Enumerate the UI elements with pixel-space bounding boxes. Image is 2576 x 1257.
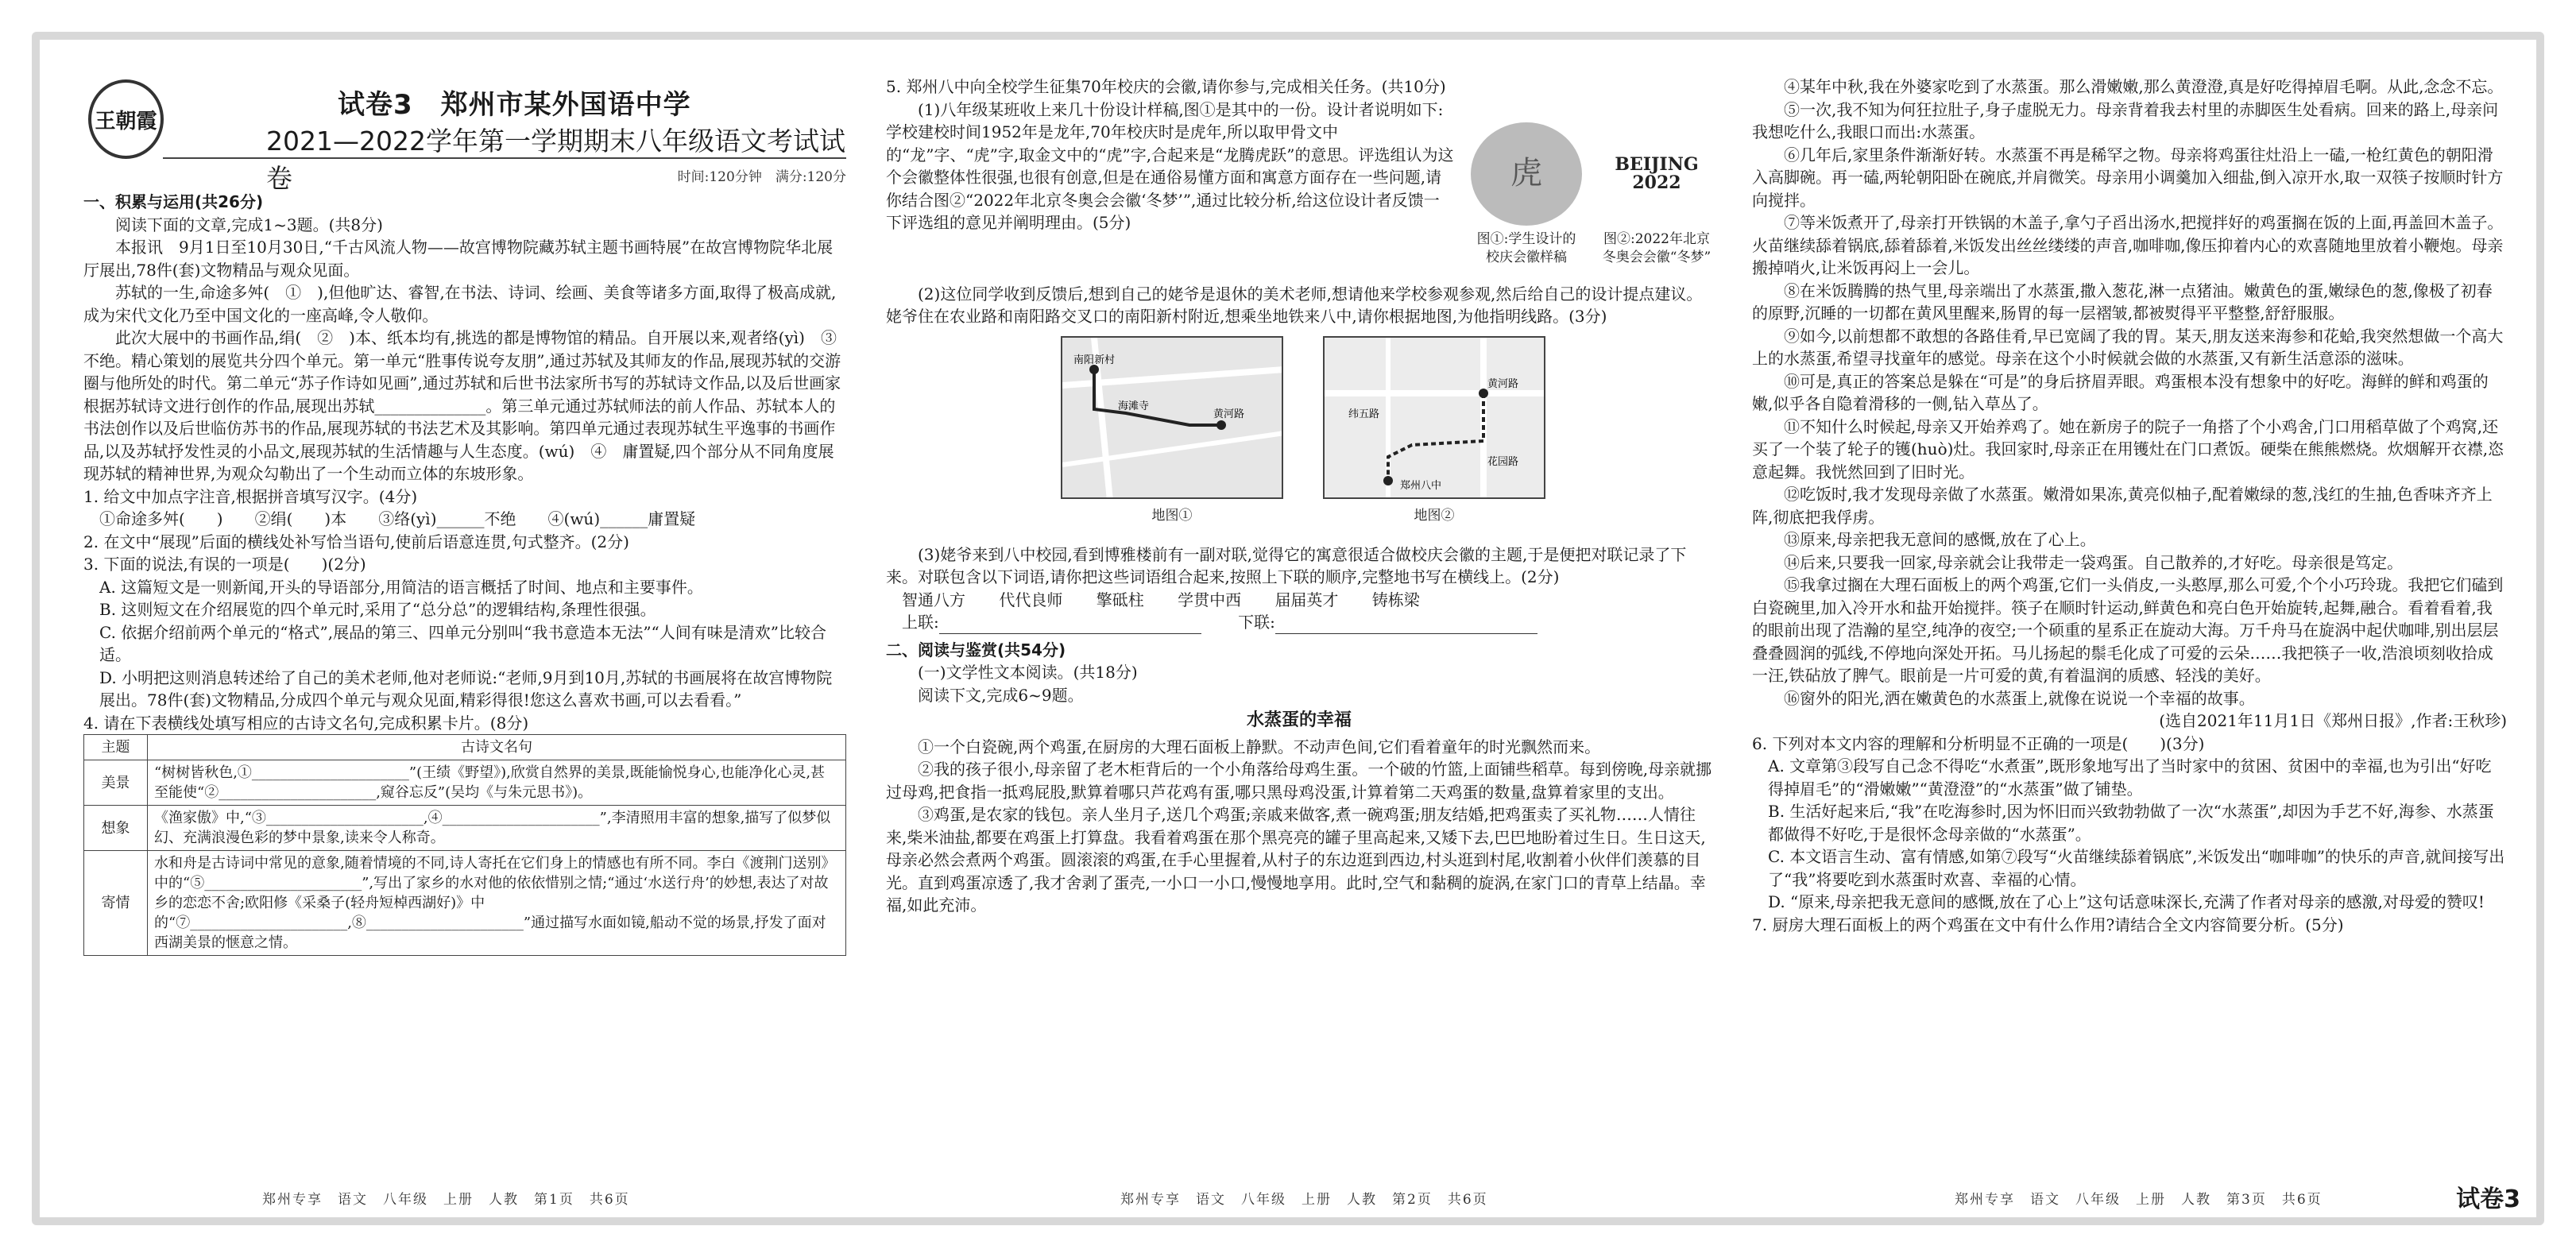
word-item: 学贯中西 [1178, 590, 1242, 609]
article-paragraph: ①一个白瓷碗,两个鸡蛋,在厨房的大理石面板上静默。不动声色间,它们看着童年的时光飘然而来。 [918, 737, 1601, 756]
question-4: 4. 请在下表横线处填写相应的古诗文名句,完成积累卡片。(8分) [83, 713, 529, 733]
page-footer: 郑州专享 语文 八年级 上册 人教 第1页 共6页 [262, 1192, 630, 1208]
exam-subtitle: 2021—2022学年第一学期期末八年级语文考试试卷 [266, 126, 845, 194]
passage-intro: 阅读下面的文章,完成1~3题。(共8分) [115, 215, 383, 234]
map-1-caption: 地图① [1151, 508, 1193, 524]
page-3 [1752, 75, 2507, 1184]
exam-title: 试卷3 郑州市某外国语中学 [338, 89, 691, 121]
subsection-intro: 阅读下文,完成6~9题。 [918, 685, 1084, 705]
article-source: (选自2021年11月1日《郑州日报》,作者:王秋珍) [2159, 711, 2507, 730]
word-item: 智通八方 [902, 590, 965, 609]
article-paragraph: ③鸡蛋,是农家的钱包。亲人坐月子,送几个鸡蛋;亲戚来做客,煮一碗鸡蛋;朋友结婚,把鸡蛋卖了买礼物……人情往来,柴米油盐,都要在鸡蛋上打算盘。我看着鸡蛋在那个黑亮亮的罐子里高起来,又矮下去,巴巴地盼着过生日。生日这天,母亲必然会煮两个鸡蛋。圆滚滚的鸡蛋,在手心里握着,从村子的东边逛到西边,村头逛到村尾,收割着小伙伴们羡慕的目光。直到鸡蛋凉透了,我才舍剥了蛋壳,一小口一小口,慢慢地享用。此时,空气和黏稠的旋涡,在家门口的青草上结晶。幸福,如此充沛。 [886, 805, 1706, 915]
passage-paragraph: 本报讯 9月1日至10月30日,“千古风流人物——故宫博物院藏苏轼主题书画特展”在故宫博物院华北展厅展出,78件(套)文物精品与观众见面。 [83, 238, 834, 280]
map-1-roads [1062, 338, 1283, 499]
svg-text:花园路: 花园路 [1487, 455, 1519, 468]
map-1-image [1061, 336, 1283, 499]
article-paragraph: ⑫吃饭时,我才发现母亲做了水蒸蛋。嫩滑如果冻,黄亮似柚子,配着嫩绿的葱,浅红的生抽,色香味齐齐上阵,彻底把我俘虏。 [1752, 485, 2493, 527]
table-cell-theme: 寄情 [84, 851, 148, 956]
article-paragraph: ⑨如今,以前想都不敢想的各路佳肴,早已宽阔了我的胃。某天,朋友送来海参和花蛤,我突然想做一个高大上的水蒸蛋,希望寻找童年的感觉。母亲在这个小时候就会做的水蒸蛋,又有新生活意添的滋味。 [1752, 326, 2504, 368]
option-c: C. 依据介绍前两个单元的“格式”,展品的第三、四单元分别叫“我书意造本无法”“人间有味是清欢”比较合适。 [99, 622, 827, 664]
option-d: D. “原来,母亲把我无意间的感慨,放在了心上”这句话意味深长,充满了作者对母亲的感激,对母爱的赞叹! [1768, 892, 2485, 911]
table-cell-lines: “树树皆秋色,①______________________”(王绩《野望》),欣赏自然界的美景,既能愉悦身心,也能净化心灵,甚至能使“②______________________,窥谷忘反”(吴均《与朱元思书》)。 [148, 760, 846, 806]
publisher-logo: 王朝霞 [88, 79, 164, 159]
svg-text:南阳新村: 南阳新村 [1073, 354, 1116, 366]
svg-text:黄河路: 黄河路 [1487, 377, 1519, 390]
question-3: 3. 下面的说法,有误的一项是( )(2分) [83, 555, 366, 574]
question-5: 5. 郑州八中向全校学生征集70年校庆的会徽,请你参与,完成相关任务。(共10分) [886, 77, 1446, 96]
question-5-2: (2)这位同学收到反馈后,想到自己的姥爷是退休的美术老师,想请他来学校参观参观,然后给自己的设计提点建议。姥爷住在农业路和南阳路交叉口的南阳新村附近,想乘坐地铁来八中,请你根据地图,为他指明线路。(3分) [886, 284, 1703, 326]
poetry-card-table [83, 734, 846, 956]
article-paragraph: ⑦等米饭煮开了,母亲打开铁锅的木盖子,拿勺子舀出汤水,把搅拌好的鸡蛋搁在饭的上面,再盖回木盖子。火苗继续舔着锅底,舔着舔着,米饭发出丝丝缕缕的声音,咖啡咖,像压抑着内心的欢喜随地里放着小鞭炮。母亲搬掉哨火,让米饭再闷上一会儿。 [1752, 213, 2504, 277]
article-paragraph: ④某年中秋,我在外婆家吃到了水蒸蛋。那么滑嫩嫩,那么黄澄澄,真是好吃得掉眉毛啊。从此,念念不忘。 [1784, 77, 2504, 96]
question-7: 7. 厨房大理石面板上的两个鸡蛋在文中有什么作用?请结合全文内容简要分析。(5分) [1752, 915, 2344, 934]
page-footer: 郑州专享 语文 八年级 上册 人教 第2页 共6页 [1120, 1192, 1488, 1208]
header-divider [163, 157, 846, 159]
table-header-lines: 古诗文名句 [148, 735, 846, 760]
section-title: 一、积累与运用(共26分) [83, 192, 264, 211]
map-1 [1061, 336, 1283, 528]
article-paragraph: ⑩可是,真正的答案总是躲在“可是”的身后挤眉弄眼。鸡蛋根本没有想象中的好吃。海鲜的鲜和鸡蛋的嫩,似乎各自隐着滑移的一侧,钻入草丛了。 [1752, 371, 2489, 413]
svg-text:郑州八中: 郑州八中 [1400, 479, 1442, 492]
table-cell-lines: 《渔家傲》中,“③______________________,④______________________”,李清照用丰富的想象,描写了似梦似幻、充满浪漫色彩的梦中景象,读来令人称奇。 [148, 806, 846, 851]
passage-paragraph: 苏轼的一生,命途多舛( ① ),但他旷达、睿智,在书法、诗词、绘画、美食等诸多方面,取得了极高成就,成为宋代文化乃至中国文化的一座高峰,令人敬仰。 [83, 283, 837, 325]
article-paragraph: ⑯窗外的阳光,洒在嫩黄色的水蒸蛋上,就像在说说一个幸福的故事。 [1784, 688, 2255, 708]
article-paragraph: ⑬原来,母亲把我无意间的感慨,放在了心上。 [1784, 530, 2096, 549]
table-cell-lines: 水和舟是古诗词中常见的意象,随着情境的不同,诗人寄托在它们身上的情感也有所不同。李白《渡荆门送别》中的“⑤______________________”,写出了家乡的水对他的依依惜别之情;“通过‘水送行舟’的妙想,表达了对故乡的恋恋不舍;欧阳修《采桑子(轻舟短棹西湖好)》中的“⑦______________________,⑧______________________”通过描写水面如镜,船动不觉的场景,抒发了面对西湖美景的惬意之情。 [148, 851, 846, 956]
section-title: 二、阅读与鉴赏(共54分) [886, 640, 1066, 659]
page-2 [886, 75, 1712, 1184]
option-d: D. 小明把这则消息转述给了自己的美术老师,他对老师说:“老师,9月到10月,苏轼的书画展将在故宫博物院展出。78件(套)文物精品,分成四个单元与观众见面,精彩得很!您这么喜欢书画,可以去看看。” [99, 667, 833, 710]
figure-school-emblem: 虎 图①:学生设计的 校庆会徽样稿 [1471, 122, 1582, 267]
subsection-title: (一)文学性文本阅读。(共18分) [918, 663, 1138, 682]
answer-blank-down[interactable] [1275, 618, 1537, 634]
exam-header [83, 79, 846, 194]
winter-olympics-emblem-icon: BEIJING 2022 [1601, 122, 1712, 226]
article-paragraph: ②我的孩子很小,母亲留了老木柜背后的一个小角落给母鸡生蛋。一个破的竹篮,上面铺些稻草。每到傍晚,母亲就挪过母鸡,把食指一抵鸡屁股,默算着哪只芦花鸡有蛋,哪只黑母鸡没蛋,计算着第二天鸡蛋的数量,盘算着家里的支出。 [886, 760, 1712, 802]
svg-text:黄河路: 黄河路 [1213, 408, 1245, 420]
table-row [84, 851, 846, 956]
table-cell-theme: 美景 [84, 760, 148, 806]
passage-paragraph: 此次大展中的书画作品,绢( ② )本、纸本均有,挑选的都是博物馆的精品。自开展以来,观者络(yì) ③ 不绝。精心策划的展览共分四个单元。第一单元“胜事传说夸友朋”,通过苏轼及其师友的作品,展现苏轼的交游圈与他所处的时代。第二单元“苏子作诗如见画”,通过苏轼和后世书法家所书写的苏轼诗文作品,以及后世画家根据苏轼诗文进行创作的作品,展现出苏轼______________。第三单元通过苏轼师法的前人作品、苏轼本人的书法创作以及后世临仿苏书的作品,展现苏轼的书法艺术及其影响。第四单元通过表现苏轼生平逸事的书画作品,以及苏轼抒发性灵的小品文,展现苏轼的生活情趣与人生态度。(wú) ④ 庸置疑,四个部分从不同角度展现苏轼的精神世界,为观众勾勒出了一个生动而立体的东坡形象。 [83, 328, 853, 483]
word-item: 铸栋梁 [1371, 590, 1420, 609]
table-header-theme: 主题 [84, 735, 148, 760]
map-2-caption: 地图② [1414, 508, 1455, 524]
article-paragraph: ⑪不知什么时候起,母亲又开始养鸡了。她在新房子的院子一角搭了个小鸡舍,门口用稻草做了个鸡窝,还买了一个装了轮子的镬(huò)灶。我回家时,母亲正在用镬灶在门口煮饭。硬柴在熊熊燃烧。炊烟解开衣襟,恣意起舞。我恍然回到了旧时光。 [1752, 416, 2504, 482]
question-5-3: (3)姥爷来到八中校园,看到博雅楼前有一副对联,觉得它的寓意很适合做校庆会徽的主题,于是便把对联记录了下来。对联包含以下词语,请你把这些词语组合起来,按照上下联的顺序,完整地书写在横线上。(2分) [886, 544, 1687, 586]
word-item: 代代良师 [999, 590, 1063, 609]
dragon-tiger-emblem-icon: 虎 [1471, 122, 1582, 226]
article-paragraph: ⑧在米饭腾腾的热气里,母亲端出了水蒸蛋,撒入葱花,淋一点猪油。嫩黄色的蛋,嫩绿色的葱,像极了初春的原野,沉睡的一切都在黄风里醒来,肠胃的每一层褶皱,都被熨得平平整整,舒舒服服。 [1752, 280, 2493, 323]
page-1 [83, 191, 853, 1176]
page-footer: 郑州专享 语文 八年级 上册 人教 第3页 共6页 [1955, 1192, 2323, 1208]
couplet-word-list [886, 589, 1712, 612]
article-paragraph: ⑮我拿过搁在大理石面板上的两个鸡蛋,它们一头俏皮,一头憨厚,那么可爱,个个小巧玲珑。我把它们磕到白瓷碗里,加入冷开水和盐开始搅拌。筷子在顺时针运动,鲜黄色和亮白色开始旋转,起舞,融合。看着看着,我的眼前出现了浩瀚的星空,纯净的夜空;一个硕重的星系正在旋动大海。万千舟马在旋涡中起伏咖啡,别出层层叠叠圆润的弧线,不停地向深处开拓。马儿扬起的鬃毛化成了可爱的云朵……我把筷子一收,浩浪顷刻收拾成一汪,铁砧放了脾气。眼前是一片可爱的黄,有着温润的质感、轻浅的美好。 [1752, 575, 2504, 685]
couplet-answer-lines: 上联: 下联: [886, 611, 1712, 634]
option-c: C. 本文语言生动、富有情感,如第⑦段写“火苗继续舔着锅底”,米饭发出“咖啡咖”的快乐的声音,就间接写出了“我”将要吃到水蒸蛋时欢喜、幸福的心情。 [1768, 847, 2505, 889]
question-2: 2. 在文中“展现”后面的横线处补写恰当语句,使前后语意连贯,句式整齐。(2分) [83, 532, 629, 551]
map-2-roads [1325, 338, 1545, 499]
article-paragraph: ⑭后来,只要我一回家,母亲就会让我带走一袋鸡蛋。自己散养的,才好吃。母亲很是笃定。 [1784, 552, 2404, 572]
table-row [84, 806, 846, 851]
question-6: 6. 下列对本文内容的理解和分析明显不正确的一项是( )(3分) [1752, 733, 2205, 753]
question-1-items: ①命途多舛( ) ②绢( )本 ③络(yì)______不绝 ④(wú)______庸置疑 [99, 509, 696, 528]
svg-text:海滩寺: 海滩寺 [1118, 400, 1150, 412]
article-paragraph: ⑤一次,我不知为何狂拉肚子,身子虚脱无力。母亲背着我去村里的赤脚医生处看病。回来的路上,母亲问我想吃什么,我眼口而出:水蒸蛋。 [1752, 99, 2499, 141]
word-item: 擎砥柱 [1096, 590, 1144, 609]
question-5-1: (1)八年级某班收上来几十份设计样稿,图①是其中的一份。设计者说明如下:学校建校时间1952年是龙年,70年校庆时是虎年,所以取甲骨文中的“龙”字、“虎”字,取金文中的“虎”字,合起来是“龙腾虎跃”的意思。评选组认为这个会徽整体性很强,也很有创意,但是在通俗易懂方面和寓意方面存在一些问题,请你结合图②“2022年北京冬奥会会徽‘冬梦’”,通过比较分析,给这位设计者反馈一下评选组的意见并阐明理由。(5分) [886, 99, 1454, 232]
option-b: B. 生活好起来后,“我”在吃海参时,因为怀旧而兴致勃勃做了一次“水蒸蛋”,却因为手艺不好,海参、水蒸蛋都做得不好吃,于是很怀念母亲做的“水蒸蛋”。 [1768, 802, 2494, 844]
article-paragraph: ⑥几年后,家里条件渐渐好转。水蒸蛋不再是稀罕之物。母亲将鸡蛋往灶沿上一磕,一枪红黄色的朝阳滑入高脚碗。再一磕,两轮朝阳卧在碗底,并肩微笑。母亲用小调羹加入细盐,倒入凉开水,取一双筷子按顺时针方向搅拌。 [1752, 145, 2504, 210]
exam-meta: 时间:120分钟 满分:120分 [677, 169, 846, 185]
map-2-image [1323, 336, 1545, 499]
option-a: A. 文章第③段写自己念不得吃“水煮蛋”,既形象地写出了当时家中的贫困、贫困中的幸福,也为引出“好吃得掉眉毛”的“滑嫩嫩”“黄澄澄”的“水蒸蛋”做了铺垫。 [1768, 756, 2492, 799]
paper-number-tag: 试卷3 [2456, 1185, 2520, 1213]
option-b: B. 这则短文在介绍展览的四个单元时,采用了“总分总”的逻辑结构,条理性很强。 [99, 600, 656, 619]
question-1: 1. 给文中加点字注音,根据拼音填写汉字。(4分) [83, 486, 418, 506]
figure-olympic-emblem: BEIJING 2022 图②:2022年北京 冬奥会会徽“冬梦” [1601, 122, 1712, 267]
svg-text:纬五路: 纬五路 [1348, 408, 1380, 420]
table-cell-theme: 想象 [84, 806, 148, 851]
answer-blank-up[interactable] [939, 618, 1201, 634]
map-2 [1323, 336, 1545, 528]
table-row [84, 760, 846, 806]
option-a: A. 这篇短文是一则新闻,开头的导语部分,用简洁的语言概括了时间、地点和主要事件。 [99, 577, 703, 597]
word-item: 届届英才 [1274, 590, 1339, 609]
article-title: 水蒸蛋的幸福 [1246, 710, 1352, 730]
